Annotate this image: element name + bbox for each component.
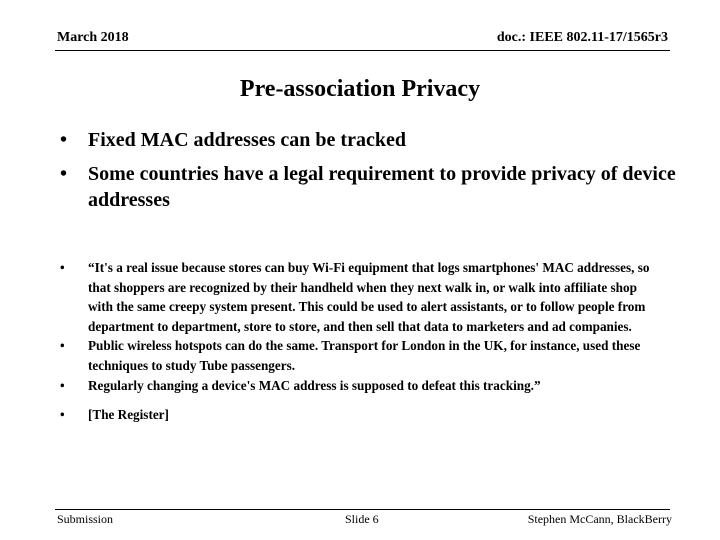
bullet-icon: • <box>60 377 65 393</box>
bullet-icon: • <box>60 338 65 354</box>
slide-title: Pre-association Privacy <box>239 76 481 102</box>
citation-text: [The Register] <box>88 407 169 423</box>
quote-bullet-text: Regularly changing a device's MAC address is supposed to defeat this tracking.” <box>88 377 541 393</box>
footer-divider <box>55 509 670 510</box>
bullet-icon: • <box>60 260 65 275</box>
quote-bullet-item <box>60 405 660 425</box>
main-bullet-item <box>60 127 680 153</box>
quote-bullet-list <box>60 258 660 425</box>
header-divider <box>55 50 670 51</box>
header-doc-id: doc.: IEEE 802.11-17/1565r3 <box>496 30 668 45</box>
main-bullet-list <box>60 127 680 221</box>
main-bullet-text: Fixed MAC addresses can be tracked <box>88 129 406 151</box>
header-date: March 2018 <box>57 30 129 45</box>
footer-submission: Submission <box>57 512 114 526</box>
bullet-icon: • <box>60 407 65 423</box>
quote-bullet-item <box>60 376 660 396</box>
quote-bullet-text: “It's a real issue because stores can buy Wi-Fi equipment that logs smartphones' MAC addresses, so that shoppers are recognized by their handheld when they next walk in, or walk into affiliate shop with the same creepy system present. This could be used to alert assistants, or to follow people from department to department, store to store, and then sell that data to marketers and ad companies. <box>88 260 650 334</box>
quote-bullet-text: Public wireless hotspots can do the same. Transport for London in the UK, for instance, used these techniques to study Tube passengers. <box>88 338 641 373</box>
bullet-icon: • <box>60 163 68 185</box>
bullet-icon: • <box>60 129 68 151</box>
quote-bullet-item <box>60 258 660 336</box>
footer-slide-number: Slide 6 <box>345 512 379 526</box>
footer-author: Stephen McCann, BlackBerry <box>527 512 672 526</box>
quote-bullet-item <box>60 336 660 375</box>
main-bullet-text: Some countries have a legal requirement to provide privacy of device addresses <box>88 163 676 211</box>
main-bullet-item <box>60 161 680 213</box>
